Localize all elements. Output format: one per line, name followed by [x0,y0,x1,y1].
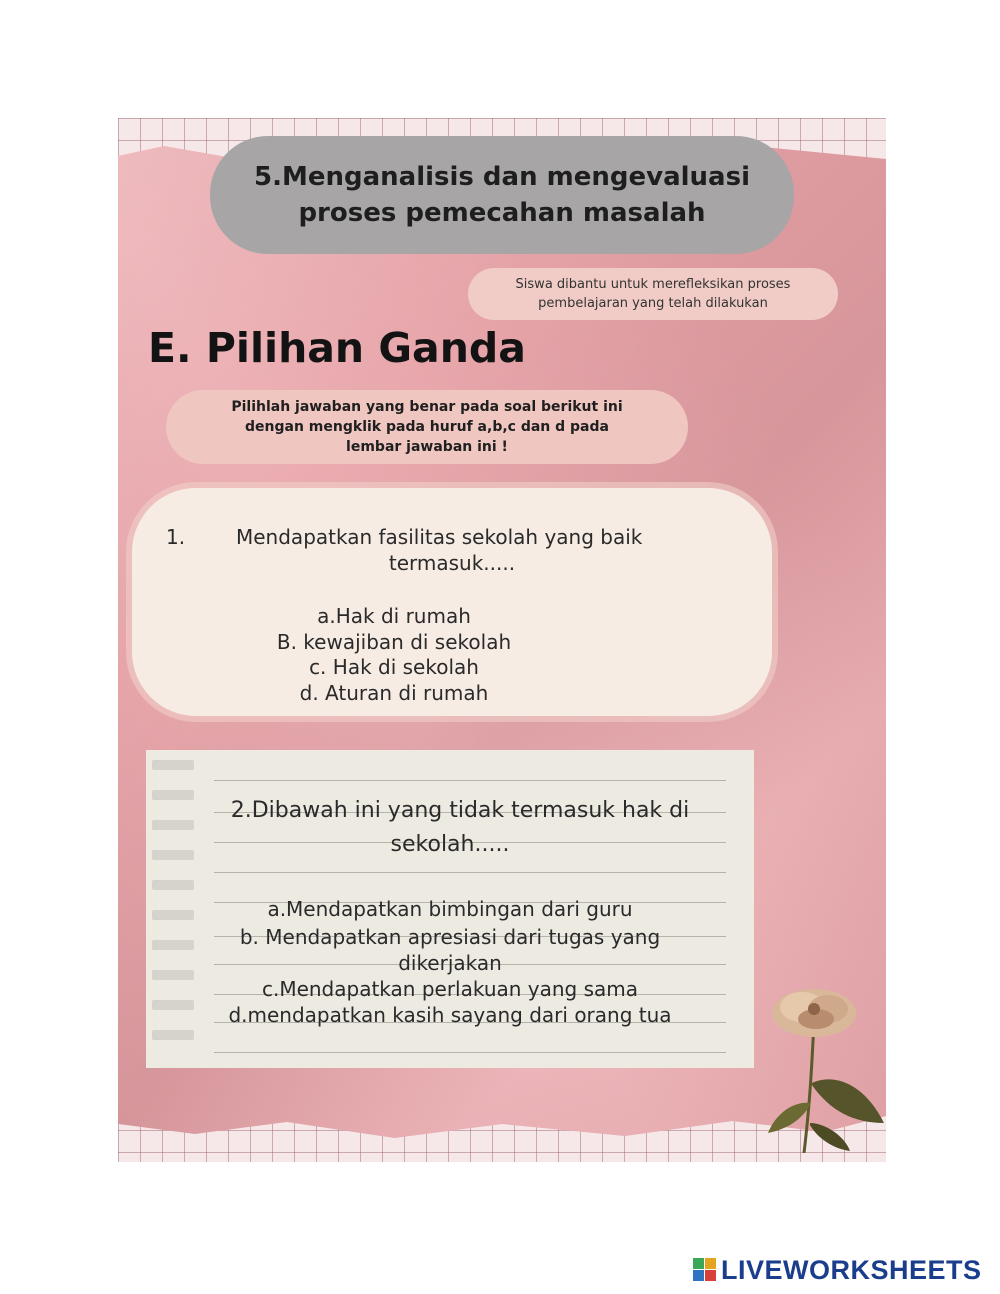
subtitle-line-1: Siswa dibantu untuk merefleksikan proses [515,277,791,292]
title-line-2: proses pemecahan masalah [298,198,706,228]
question-1-text-line-2: termasuk..... [388,551,516,575]
question-2-text-line-1: 2.Dibawah ini yang tidak termasuk hak di [230,798,690,823]
notepad-ring [152,1030,194,1040]
question-1-option-c[interactable]: c. Hak di sekolah [309,655,479,679]
dried-flower-decoration [754,973,886,1153]
instruction-line-3: lembar jawaban ini ! [346,439,508,455]
instruction-line-2: dengan mengklik pada huruf a,b,c dan d pada [245,419,609,435]
question-2-text-line-2: sekolah..... [390,832,510,857]
question-2-option-d[interactable]: d.mendapatkan kasih sayang dari orang tua [228,1003,672,1027]
liveworksheets-logo [693,1253,982,1287]
question-1-option-d[interactable]: d. Aturan di rumah [299,681,489,705]
question-2-option-b-continuation[interactable]: dikerjakan [398,951,502,975]
section-heading: E. Pilihan Ganda [148,324,526,372]
question-1-number: 1. [166,525,186,549]
question-1-card [132,488,772,716]
question-2-option-b[interactable]: b. Mendapatkan apresiasi dari tugas yang [239,925,661,949]
title-banner [210,136,794,254]
instruction-banner [166,390,688,464]
subtitle-banner [468,268,838,320]
worksheet-page [118,118,886,1162]
title-line-1: 5.Menganalisis dan mengevaluasi [254,162,750,192]
notepad-ring [152,880,194,890]
notepad-ring [152,760,194,770]
question-1-option-b[interactable]: B. kewajiban di sekolah [276,630,512,654]
subtitle-line-2: pembelajaran yang telah dilakukan [538,296,768,311]
question-2-option-c[interactable]: c.Mendapatkan perlakuan yang sama [261,977,639,1001]
question-1-option-a[interactable]: a.Hak di rumah [317,604,471,628]
notepad-rule [214,780,726,781]
liveworksheets-logo-text: LIVEWORKSHEETS [721,1254,982,1285]
question-2-notepad [146,750,754,1068]
question-1-text-line-1: Mendapatkan fasilitas sekolah yang baik [236,525,643,549]
notepad-rule [214,872,726,873]
question-2-option-a[interactable]: a.Mendapatkan bimbingan dari guru [267,897,633,921]
instruction-line-1: Pilihlah jawaban yang benar pada soal berikut ini [231,399,623,415]
notepad-rule [214,1052,726,1053]
liveworksheets-logo-icon [693,1258,717,1282]
